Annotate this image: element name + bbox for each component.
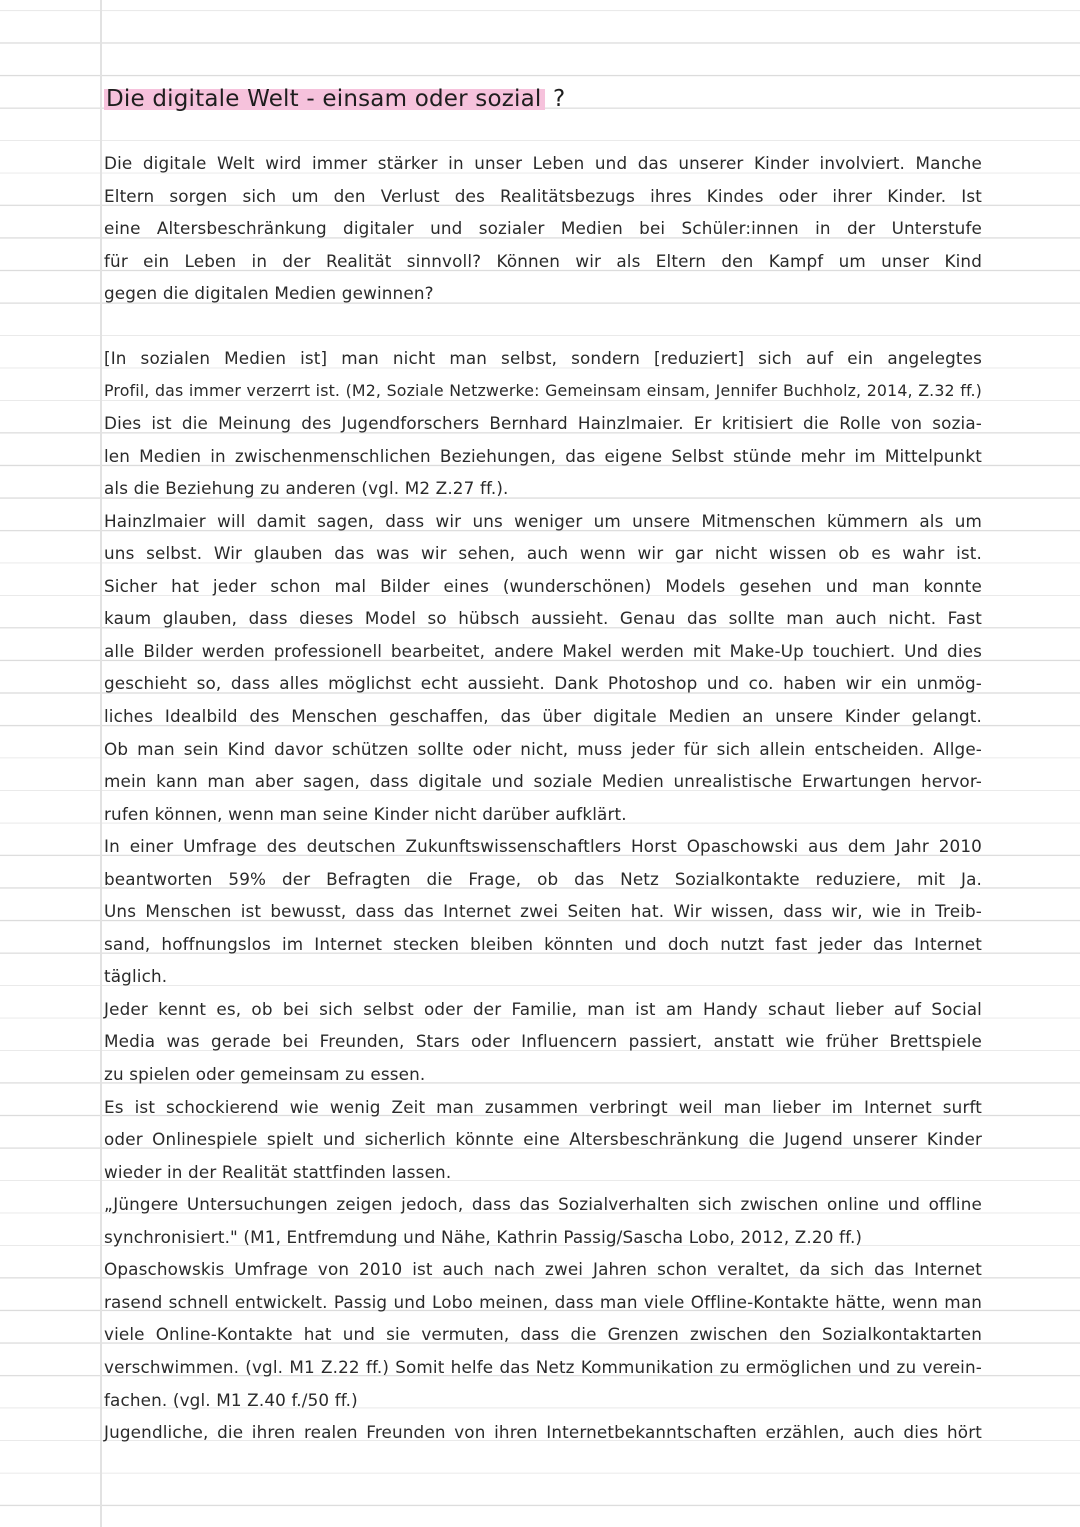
body-text	[104, 342, 982, 1449]
text-line: liches Idealbild des Menschen geschaffen, das über digitale Medien an unsere Kinder gelangt.	[104, 706, 982, 727]
text-line: Jugendliche, die ihren realen Freunden von ihren Internetbekanntschaften erzählen, auch dies hört	[104, 1422, 982, 1443]
text-line: als die Beziehung zu anderen (vgl. M2 Z.27 ff.).	[104, 478, 509, 499]
text-line: Es ist schockierend wie wenig Zeit man zusammen verbringt weil man lieber im Internet surft	[104, 1096, 982, 1117]
text-line: wieder in der Realität stattfinden lassen.	[104, 1161, 452, 1182]
text-line: Ob man sein Kind davor schützen sollte oder nicht, muss jeder für sich allein entscheiden. Allge-	[104, 738, 982, 759]
title-highlight: Die digitale Welt - einsam oder sozial	[104, 86, 545, 112]
text-line: verschwimmen. (vgl. M1 Z.22 ff.) Somit helfe das Netz Kommunikation zu ermöglichen und zu verein-	[104, 1356, 982, 1377]
text-line: synchronisiert." (M1, Entfremdung und Nähe, Kathrin Passig/Sascha Lobo, 2012, Z.20 ff.)	[104, 1226, 863, 1247]
text-line: gegen die digitalen Medien gewinnen?	[104, 283, 434, 304]
text-line: oder Onlinespiele spielt und sicherlich könnte eine Altersbeschränkung die Jugend unserer Kinder	[104, 1129, 982, 1150]
margin-line	[100, 0, 102, 1527]
text-line: geschieht so, dass alles möglichst echt aussieht. Dank Photoshop und co. haben wir ein unmög-	[104, 673, 982, 694]
text-line: Dies ist die Meinung des Jugendforschers Bernhard Hainzlmaier. Er kritisiert die Rolle von sozia-	[104, 413, 982, 434]
text-line: [In sozialen Medien ist] man nicht man selbst, sondern [reduziert] sich auf ein angelegtes	[104, 348, 982, 368]
text-line: für ein Leben in der Realität sinnvoll? Können wir als Eltern den Kampf um unser Kind	[104, 250, 982, 271]
text-line: Eltern sorgen sich um den Verlust des Realitätsbezugs ihres Kindes oder ihrer Kinder. Ist	[104, 185, 982, 206]
text-line: rasend schnell entwickelt. Passig und Lobo meinen, dass man viele Offline-Kontakte hätte, wenn man	[104, 1291, 982, 1312]
text-line: eine Altersbeschränkung digitaler und sozialer Medien bei Schüler:innen in der Unterstufe	[104, 218, 982, 239]
text-line: beantworten 59% der Befragten die Frage, ob das Netz Sozialkontakte reduziere, mit Ja.	[104, 868, 982, 889]
text-line: kaum glauben, dass dieses Model so hübsch aussieht. Genau das sollte man auch nicht. Fast	[104, 608, 982, 629]
text-line: Hainzlmaier will damit sagen, dass wir uns weniger um unsere Mitmenschen kümmern als um	[104, 510, 982, 531]
text-line: alle Bilder werden professionell bearbeitet, andere Makel werden mit Make-Up touchiert. Und dies	[104, 640, 982, 661]
text-line: viele Online-Kontakte hat und sie vermuten, dass die Grenzen zwischen den Sozialkontaktarten	[104, 1324, 982, 1345]
text-line: mein kann man aber sagen, dass digitale und soziale Medien unrealistische Erwartungen hervor-	[104, 771, 982, 792]
text-line: uns selbst. Wir glauben das was wir sehen, auch wenn wir gar nicht wissen ob es wahr ist.	[104, 543, 982, 564]
text-line: Profil, das immer verzerrt ist. (M2, Soziale Netzwerke: Gemeinsam einsam, Jennifer Buchholz, 2014, Z.32 ff.)	[104, 380, 982, 400]
text-line: Opaschowskis Umfrage von 2010 ist auch nach zwei Jahren schon veraltet, da sich das Internet	[104, 1259, 982, 1280]
text-line: Media was gerade bei Freunden, Stars oder Influencern passiert, anstatt wie früher Brettspiele	[104, 1031, 982, 1052]
title-question-mark: ?	[553, 86, 566, 112]
text-line: Die digitale Welt wird immer stärker in unser Leben und das unserer Kinder involviert. Manche	[104, 153, 982, 173]
text-line: In einer Umfrage des deutschen Zukunftswissenschaftlers Horst Opaschowski aus dem Jahr 2010	[104, 836, 982, 857]
text-line: Sicher hat jeder schon mal Bilder eines (wunderschönen) Models gesehen und man konnte	[104, 575, 982, 596]
essay-title	[104, 84, 565, 114]
intro-paragraph	[104, 147, 982, 310]
text-line: täglich.	[104, 966, 168, 987]
text-line: len Medien in zwischenmenschlichen Beziehungen, das eigene Selbst stünde mehr im Mittelpunkt	[104, 445, 982, 466]
text-line: Uns Menschen ist bewusst, dass das Internet zwei Seiten hat. Wir wissen, dass wir, wie in Treib-	[104, 901, 982, 922]
text-line: fachen. (vgl. M1 Z.40 f./50 ff.)	[104, 1389, 358, 1410]
text-line: „Jüngere Untersuchungen zeigen jedoch, dass das Sozialverhalten sich zwischen online und offline	[104, 1194, 982, 1215]
text-line: zu spielen oder gemeinsam zu essen.	[104, 1064, 426, 1085]
text-line: sand, hoffnungslos im Internet stecken bleiben könnten und doch nutzt fast jeder das Internet	[104, 933, 982, 954]
text-line: rufen können, wenn man seine Kinder nicht darüber aufklärt.	[104, 803, 627, 824]
text-line: Jeder kennt es, ob bei sich selbst oder der Familie, man ist am Handy schaut lieber auf Social	[104, 998, 982, 1019]
